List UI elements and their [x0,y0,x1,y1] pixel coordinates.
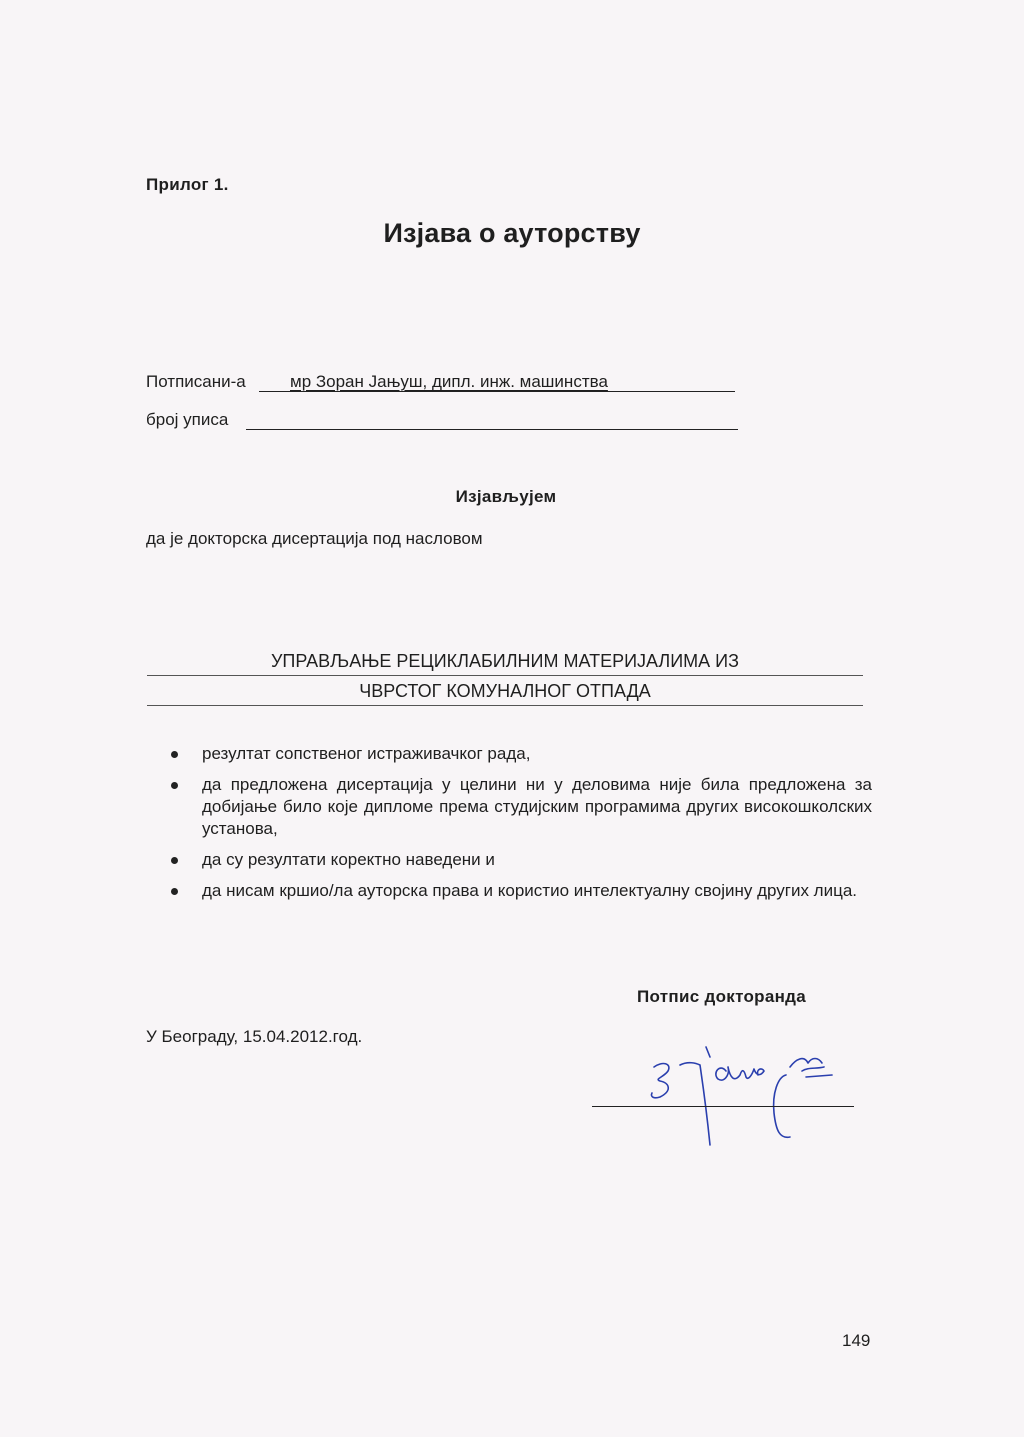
bullet-icon [171,857,178,864]
bullet-icon [171,782,178,789]
list-item: да нисам кршио/ла ауторска права и користио интелектуалну својину других лица. [168,880,872,902]
list-item: да су резултати коректно наведени и [168,849,872,871]
appendix-label: Прилог 1. [146,175,229,194]
document-title: Изјава о ауторству [383,218,641,248]
signature-label: Потпис докторанда [637,987,807,1006]
signed-value: мр Зоран Јањуш, дипл. инж. машинства [290,372,608,391]
declare-heading: Изјављујем [455,487,557,506]
signed-label: Потписани-а [146,372,246,391]
thesis-title-line-1: УПРАВЉАЊЕ РЕЦИКЛАБИЛНИМ МАТЕРИЈАЛИМА ИЗ [147,651,863,676]
list-item: да предложена дисертација у целини ни у деловима није била предложена за добијање било које дипломе према студијским програмима других високошколских установа, [168,774,872,840]
enrollment-underline [246,412,738,430]
signature-line [592,1106,854,1107]
bullet-icon [171,751,178,758]
intro-text: да је докторска дисертација под насловом [146,529,483,548]
bullet-icon [171,888,178,895]
page-number: 149 [842,1331,871,1350]
enrollment-label: број уписа [146,410,229,429]
list-item: резултат сопственог истраживачког рада, [168,743,872,765]
handwritten-signature [640,1035,860,1155]
declaration-list [168,743,872,911]
date-text: У Београду, 15.04.2012.год. [146,1027,363,1046]
thesis-title-line-2: ЧВРСТОГ КОМУНАЛНОГ ОТПАДА [147,681,863,706]
